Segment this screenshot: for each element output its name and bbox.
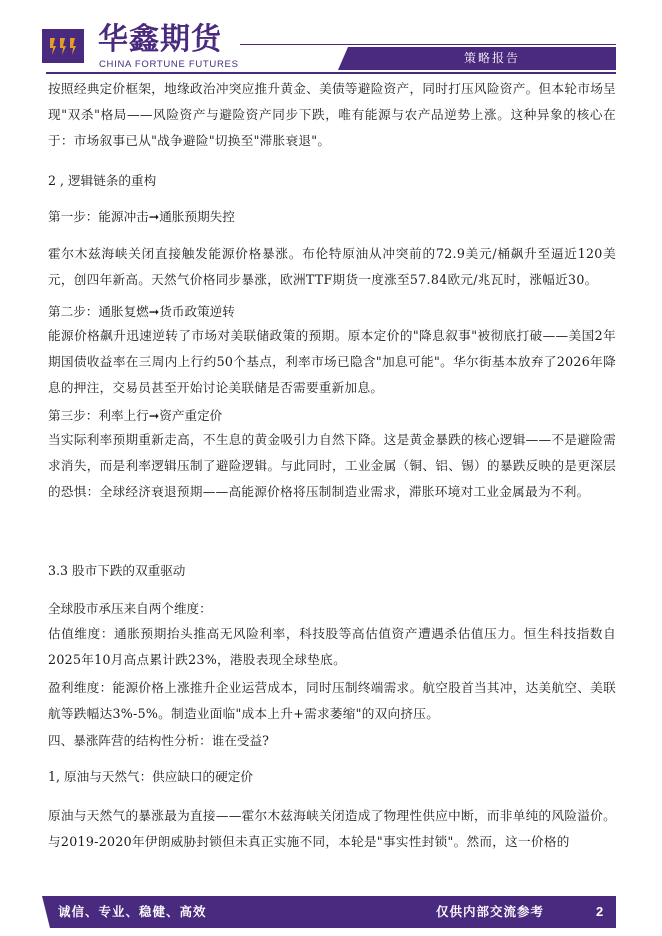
step-2-paragraph: 能源价格飙升迅速逆转了市场对美联储政策的预期。原本定价的"降息叙事"被彻底打破——美国2年期国债收益率在三周内上行约50个基点，利率市场已隐含"加息可能"。华尔街基本放弃了2026年降息的押注，交易员甚至开始讨论美联储是否需要重新加息。 — [48, 328, 616, 395]
step-2-heading: 第二步：通胀复燃➞货币政策逆转 — [48, 304, 235, 319]
brand-name-cn: 华鑫期货 — [98, 22, 222, 57]
report-type-label: 策略报告 — [463, 51, 520, 65]
section-4-heading: 四、暴涨阵营的结构性分析：谁在受益? — [48, 733, 269, 748]
subsection-1-heading: 1, 原油与天然气：供应缺口的硬定价 — [48, 769, 253, 784]
step-3-paragraph: 当实际利率预期重新走高，不生息的黄金吸引力自然下降。这是黄金暴跌的核心逻辑——不是避险需求消失，而是利率逻辑压制了避险逻辑。与此同时，工业金属（铜、铝、锡）的暴跌反映的是更深层的恐惧：全球经济衰退预期——高能源价格将压制制造业需求，滞胀环境对工业金属最为不利。 — [48, 432, 616, 499]
step-1-heading: 第一步：能源冲击➞通胀预期失控 — [48, 209, 235, 224]
stock-intro-line: 全球股市承压来自两个维度： — [48, 601, 212, 616]
footer-notice: 仅供内部交流参考 — [436, 904, 545, 919]
step-3-heading: 第三步：利率上行➞资产重定价 — [48, 408, 223, 423]
profit-paragraph: 盈利维度：能源价格上涨推升企业运营成本，同时压制终端需求。航空股首当其冲，达美航空、美联航等跌幅达3%-5%。制造业面临"成本上升+需求萎缩"的双向挤压。 — [48, 680, 616, 721]
valuation-paragraph: 估值维度：通胀预期抬头推高无风险利率，科技股等高估值资产遭遇杀估值压力。恒生科技指数自2025年10月高点累计跌23%，港股表现全球垫底。 — [48, 626, 616, 667]
huaxin-logo-icon — [42, 29, 84, 63]
page-number: 2 — [596, 904, 604, 919]
section-3-3-heading: 3.3 股市下跌的双重驱动 — [48, 563, 186, 578]
step-1-paragraph: 霍尔木兹海峡关闭直接触发能源价格暴涨。布伦特原油从冲突前的72.9美元/桶飙升至逼近120美元，创四年新高。天然气价格同步暴涨，欧洲TTF期货一度涨至57.84欧元/兆瓦时，涨幅近30。 — [48, 246, 616, 287]
header-divider-thick — [46, 72, 616, 74]
footer-slogan: 诚信、专业、稳健、高效 — [58, 904, 207, 919]
brand-name-en: CHINA FORTUNE FUTURES — [99, 59, 239, 70]
header-divider-thin — [240, 44, 616, 45]
intro-paragraph: 按照经典定价框架，地缘政治冲突应推升黄金、美债等避险资产，同时打压风险资产。但本轮市场呈现"双杀"格局——风险资产与避险资产同步下跌，唯有能源与农产品逆势上涨。这种异象的核心在于：市场叙事已从"战争避险"切换至"滞胀衰退"。 — [48, 81, 616, 148]
subsection-1-paragraph: 原油与天然气的暴涨最为直接——霍尔木兹海峡关闭造成了物理性供应中断，而非单纯的风险溢价。与2019-2020年伊朗威胁封锁但未真正实施不同，本轮是"事实性封锁"。然而，这一价格的 — [48, 808, 616, 849]
section-2-heading: 2 , 逻辑链条的重构 — [48, 173, 157, 188]
page-header — [0, 0, 662, 82]
